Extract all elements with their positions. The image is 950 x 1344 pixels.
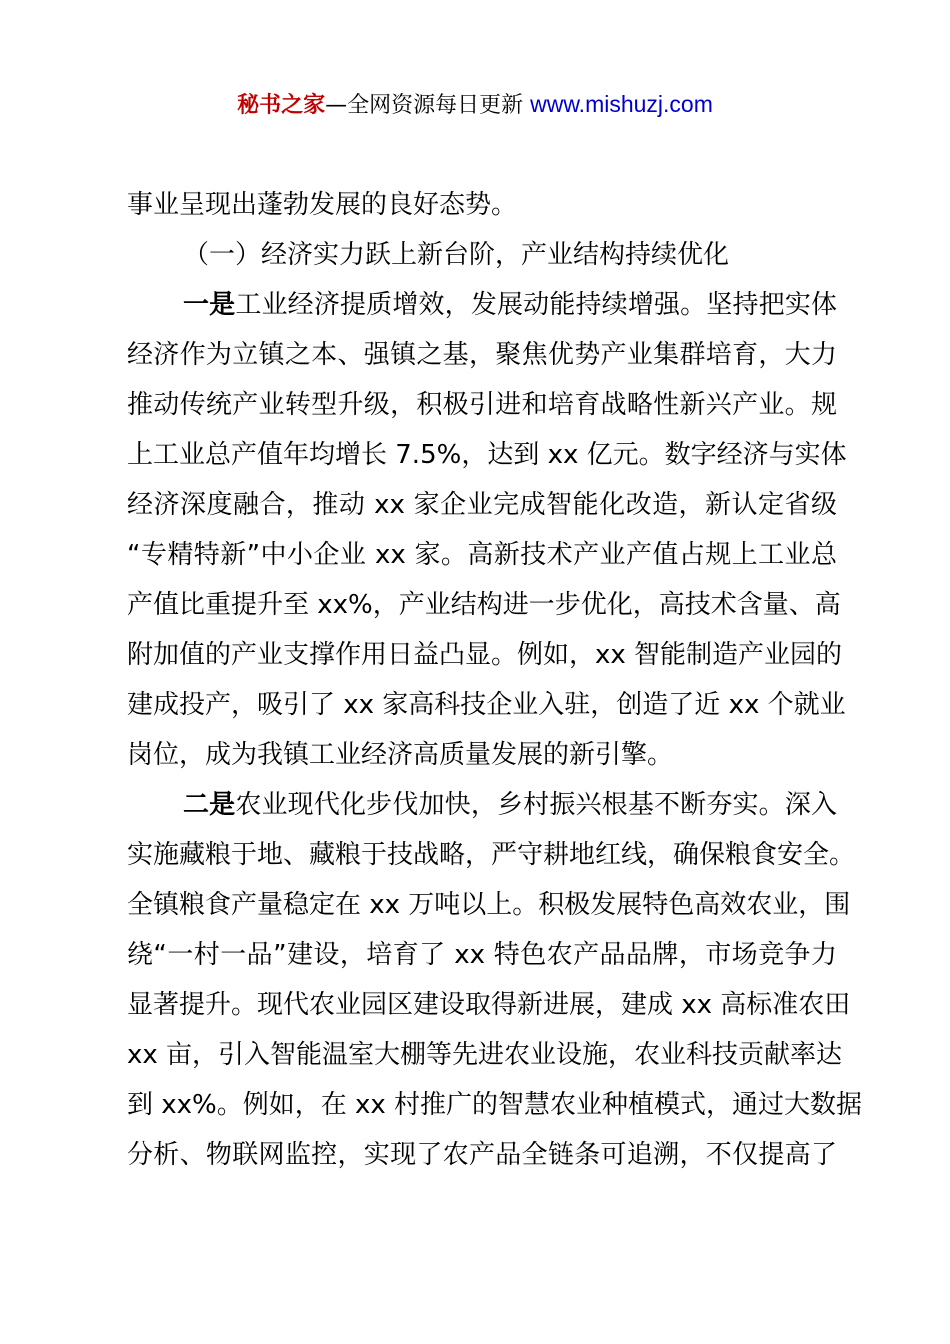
paragraph-line: 到 xx%。例如，在 xx 村推广的智慧农业种植模式，通过大数据 xyxy=(127,1090,863,1120)
lead-phrase: 二是 xyxy=(183,790,236,820)
paragraph-line xyxy=(127,780,837,830)
document-body xyxy=(127,180,863,1180)
section-heading: （一）经济实力跃上新台阶，产业结构持续优化 xyxy=(183,240,730,270)
paragraph-line: 显著提升。现代农业园区建设取得新进展，建成 xx 高标准农田 xyxy=(127,990,851,1020)
paragraph-line: 产值比重提升至 xx%，产业结构进一步优化，高技术含量、高 xyxy=(127,590,841,620)
paragraph-line: 全镇粮食产量稳定在 xx 万吨以上。积极发展特色高效农业，围 xyxy=(127,890,851,920)
paragraph-line: 上工业总产值年均增长 7.5%，达到 xx 亿元。数字经济与实体 xyxy=(127,440,847,470)
paragraph-line: 经济深度融合，推动 xx 家企业完成智能化改造，新认定省级 xyxy=(127,490,837,520)
site-url-link[interactable]: www.mishuzj.com xyxy=(530,91,713,117)
paragraph-line: 推动传统产业转型升级，积极引进和培育战略性新兴产业。规 xyxy=(127,390,837,420)
paragraph-line: 实施藏粮于地、藏粮于技战略，严守耕地红线，确保粮食安全。 xyxy=(127,840,856,870)
paragraph-text: 工业经济提质增效，发展动能持续增强。坚持把实体 xyxy=(235,290,837,320)
paragraph-line xyxy=(127,280,837,330)
paragraph-line: 经济作为立镇之本、强镇之基，聚焦优势产业集群培育，大力 xyxy=(127,340,837,370)
paragraph-line: 建成投产，吸引了 xx 家高科技企业入驻，创造了近 xx 个就业 xyxy=(127,690,846,720)
paragraph-line: xx 亩，引入智能温室大棚等先进农业设施，农业科技贡献率达 xyxy=(127,1040,843,1070)
paragraph-line: 绕“一村一品”建设，培育了 xx 特色农产品品牌，市场竞争力 xyxy=(127,940,837,970)
paragraph-line: 附加值的产业支撑作用日益凸显。例如，xx 智能制造产业园的 xyxy=(127,640,843,670)
paragraph-line: 岗位，成为我镇工业经济高质量发展的新引擎。 xyxy=(127,740,674,770)
site-header xyxy=(0,86,950,124)
site-slogan: —全网资源每日更新 xyxy=(325,93,531,118)
paragraph-line: 事业呈现出蓬勃发展的良好态势。 xyxy=(127,190,518,220)
paragraph-line: 分析、物联网监控，实现了农产品全链条可追溯，不仅提高了 xyxy=(127,1140,837,1170)
paragraph-text: 农业现代化步伐加快，乡村振兴根基不断夯实。深入 xyxy=(235,790,837,820)
paragraph-line: “专精特新”中小企业 xx 家。高新技术产业产值占规上工业总 xyxy=(127,540,837,570)
site-brand: 秘书之家 xyxy=(237,93,326,118)
lead-phrase: 一是 xyxy=(183,290,236,320)
